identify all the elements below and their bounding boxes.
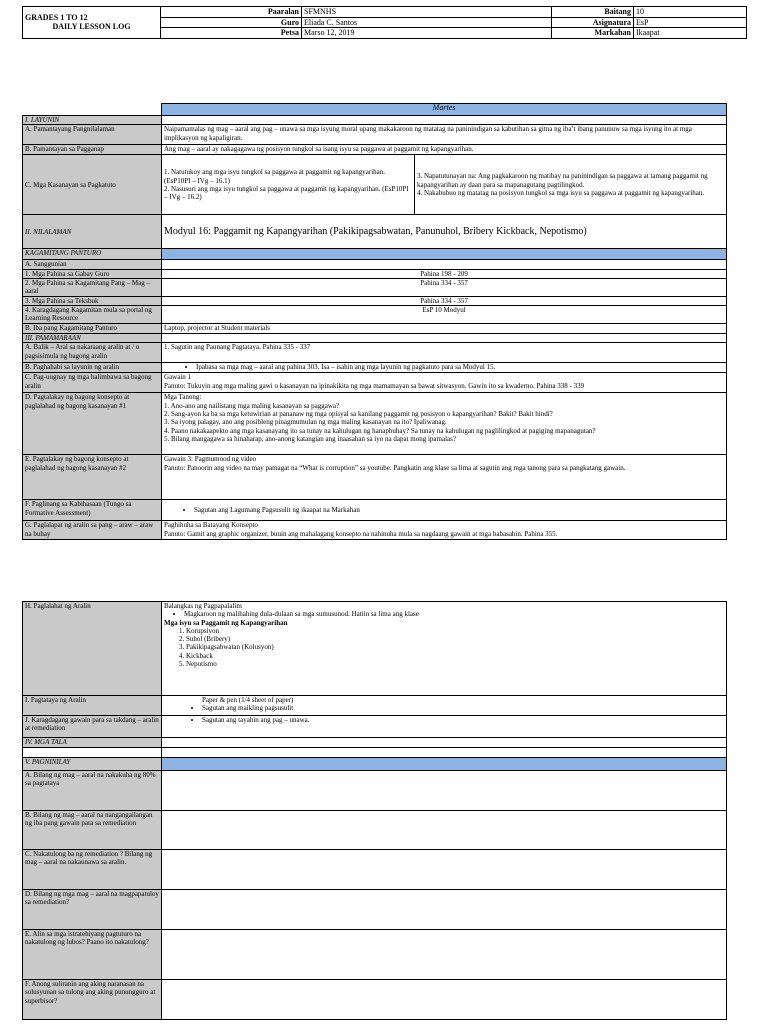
kasanayan-item: 2. Nasusuri ang mga isyu tungkol sa paggawa at paggamit ng kapangyarihan. (EsP10PI – IVg – 16.2) — [164, 184, 409, 202]
label-learning-resource: 4. Karagdagang Kagamitan mula sa portal ng Learning Resource — [23, 306, 162, 324]
label-balik-aral: A. Balik – Aral sa nakaraang aralin at / o pagsisimula ng bagong aralin — [23, 343, 162, 363]
kagamitan-blank — [162, 249, 727, 260]
isyu-item: 4. Kickback — [186, 652, 724, 660]
date-value: Marso 12, 2019 — [302, 28, 552, 39]
pagninilay-blank — [162, 758, 727, 771]
document-title — [23, 7, 161, 39]
pagtalakay-2-line: Panuto: Panoorin ang video na may pamagat na “What is corruption” sa youtube. Pangkatin ang klase sa lima at sagutin ang mga tanong para sa pangkatang gawain. — [164, 463, 626, 472]
label-pag-uugnay: C. Pag-uugnay ng mga halimbawa sa bagong aralin — [23, 373, 162, 393]
section-nilalaman: II. NILALAMAN — [23, 215, 162, 249]
label-sanggunian: A. Sanggunian — [23, 260, 162, 269]
pagtalakay-line: 2. Sang-ayon ka ba sa mga ketuwirian at pananaw ng mga opisyal sa kanilang paggamit ng posisyon o kapangyarihan? Bakit? Bakit hindi? — [164, 410, 553, 419]
isyu-item: 2. Suhol (Bribery) — [186, 635, 724, 643]
label-karagdagang-gawain: J. Karagdagang gawain para sa takdang – aralin at remediation — [23, 716, 162, 738]
pagtalakay-line: 1. Ano-ano ang nailistang mga maling kasanayan sa paggawa? — [164, 401, 340, 410]
empty-corner — [23, 104, 162, 116]
teacher-value: Eliada C. Santos — [302, 17, 552, 28]
pagtalakay-2-line: Gawain 3: Pagmumood ng video — [164, 455, 257, 464]
label-iba-pang-kagamitan: B. Iba pang Kagamitang Panturo — [23, 324, 162, 334]
label-gabay-guro: 1. Mga Pahina sa Gabay Guro — [23, 269, 162, 278]
reflect-e-answer[interactable] — [162, 930, 727, 980]
value-teksbuk: Pahina 334 - 357 — [162, 296, 727, 305]
pagtalakay-line: 5. Bilang mangagawa sa hinaharap, ano-anong katangian ang inaasahan sa iyo na dapat mong ipamalas? — [164, 434, 456, 443]
pagtataya-line: Paper & pen (1/4 sheet of paper) — [202, 696, 294, 704]
label-kagamitang-pang-mag-aaral: 2. Mga Pahina sa Kagamitang Pang – Mag – aaral — [23, 278, 162, 296]
kasanayan-item: 3. Napatutunayan na: Ang pagkakaroon ng matibay na paninindigan sa paggawa at tamang paggamit ng kapangyarihan ay daan para sa mapanagutang pagtilingkod. — [417, 172, 708, 189]
pamamaraan-blank — [162, 334, 727, 343]
subject-value: EsP — [634, 17, 747, 28]
header-table — [22, 6, 747, 39]
kasanayan-item: 4. Nakabubuo ng matatag na posisyon tungkol sa mga isyu sa paggawa at paggamit ng kapangyarihan. — [417, 188, 705, 197]
reflect-a-answer[interactable] — [162, 771, 727, 811]
text-balik-aral: 1. Sagutin ang Paunang Pagtataya. Pahina 335 - 337 — [162, 343, 727, 363]
grade-label: Baitang — [552, 7, 634, 18]
label-mga-kasanayan: C. Mga Kasanayan sa Pagkatuto — [23, 155, 162, 215]
kasanayan-item: 1. Natutukoy ang mga isyu tungkol sa paggawa at paggamit ng kapangyarihan. (EsP10PI – IVg – 16.1) — [164, 168, 386, 185]
section-pagninilay: V. PAGNINILAY — [23, 758, 162, 771]
value-sanggunian — [162, 260, 727, 269]
paglalapat-line: Panuto: Gamit ang graphic organizer, buuin ang mahalagang konsepto na nahinuha mula sa nagdaang gawain at mga babasahin. Pahina 355. — [164, 529, 558, 538]
label-pagtalakay-2: E. Pagtalakay ng bagong konsepto at paglalahad ng bagong kasanayan #2 — [23, 455, 162, 500]
spacer-cell — [162, 748, 727, 758]
label-pagtataya: I. Pagtataya ng Aralin — [23, 696, 162, 716]
text-pagtataya — [162, 696, 727, 716]
text-paglalapat — [162, 521, 727, 540]
reflect-e-label: E. Alin sa mga istratehiyang pagtuturo na nakatulong ng lubos? Paano ito nakatulong? — [23, 930, 162, 980]
text-pamantayan-sa-pagganap: Ang mag – aaral ay nakagagawa ng posisyon tungkol sa isang isyu sa paggawa at paggamit ng kapangyarihan. — [162, 145, 727, 155]
title-line-2: DAILY LESSON LOG — [52, 22, 131, 32]
reflect-f-answer[interactable] — [162, 980, 727, 1020]
subject-label: Asignatura — [552, 17, 634, 28]
lesson-log-table — [22, 103, 727, 540]
paglalahat-bullet: • Magkaroon ng malihahing dula-dulaan sa mga sumusunod. Hatiin sa lima ang klase — [184, 610, 724, 618]
pagtalakay-line: 3. Sa iyong palagay, ano ang posibleng pinagmumulan ng mga maling kasanayan na ito? Ipaliwanag. — [164, 418, 447, 427]
value-learning-resource: EsP 10 Modyul — [162, 306, 727, 324]
reflect-b-label: B. Bilang ng mag – aaral na nangangailangan ng iba pang gawain para sa remediation — [23, 811, 162, 850]
paglinang-item: • Sagutan ang Lagumang Pagsusulit ng ikaapat na Markahan — [194, 506, 724, 514]
label-teksbuk: 3. Mga Pahina sa Teksbuk — [23, 296, 162, 305]
text-pag-uugnay — [162, 373, 727, 393]
pagtalakay-line: Mga Tanong: — [164, 393, 202, 402]
text-paglinang — [162, 500, 727, 521]
reflect-c-answer[interactable] — [162, 850, 727, 890]
paglalapat-line: Paghihuha sa Batayang Konsepto — [164, 521, 258, 530]
karagdagang-bullet: • Sagutan ang tayahin ang pag – unawa. — [202, 716, 724, 724]
section-kagamitan: KAGAMITANG PANTURO — [23, 249, 162, 260]
text-pamantayang-pangnilalaman: Naipamamalas ng mag – aaral ang pag – unawa sa mga isyung moral upang makakaroon ng matatag na paninindigan sa kabutihan sa gitna ng iba’t ibang panunuw sa mga isyung ito at mga implikasyon ng kapaligiran. — [162, 125, 727, 145]
paghahabi-item: • Ipabasa sa mga mag – aaral ang pahina 303. Isa – isahin ang mga layunin ng pagkatuto para sa Modyul 15. — [196, 363, 724, 371]
school-value: SFMNHS — [302, 7, 552, 18]
reflect-c-label: C. Nakatulong ba ng remediation ? Bilang ng mag – aaral na nakaunawa sa aralin. — [23, 850, 162, 890]
reflect-f-label: F. Anong suliranin ang aking naranasan na solusyunan sa tulong ang aking punungguro at superbisor? — [23, 980, 162, 1020]
reflect-b-answer[interactable] — [162, 811, 727, 850]
paglalahat-subtitle: Mga isyu sa Paggamit ng Kapangyarihan — [164, 618, 288, 627]
quarter-label: Markahan — [552, 28, 634, 39]
pagtataya-bullet: • Sagutan ang maikling pagsusulit — [202, 704, 724, 712]
label-pamantayang-pangnilalaman: A. Pamantayang Pangnilalaman — [23, 125, 162, 145]
lesson-log-table-continued — [22, 601, 727, 1020]
label-paglalahat: H. Paglalahat ng Aralin — [23, 602, 162, 696]
label-paglalapat: G. Paglalapat ng aralin sa pang – araw – araw na buhay — [23, 521, 162, 540]
reflect-a-label: A. Bilang ng mag – aaral na nakakuha ng 80% sa pagtataya — [23, 771, 162, 811]
pag-uugnay-line: Gawain 1 — [164, 373, 192, 382]
value-kagamitang-pang-mag-aaral: Pahina 334 - 357 — [162, 278, 727, 296]
spacer-cell — [23, 748, 162, 758]
day-header: Martes — [162, 104, 727, 116]
value-iba-pang-kagamitan: Laptop, projector at Student materials — [162, 324, 727, 334]
text-paghahabi — [162, 363, 727, 373]
label-paghahabi: B. Paghahabi sa layunin ng aralin — [23, 363, 162, 373]
section-layunin: I. LAYUNIN — [23, 116, 162, 125]
date-label: Petsa — [161, 28, 302, 39]
kasanayan-right — [415, 155, 727, 215]
school-label: Paaralan — [161, 7, 302, 18]
section-mga-tala: IV. MGA TALA — [23, 738, 162, 748]
isyu-item: 5. Nepotismo — [186, 660, 724, 668]
isyu-item: 1. Korupsiyon — [186, 627, 724, 635]
text-paglalahat — [162, 602, 727, 696]
text-pagtalakay-2 — [162, 455, 727, 500]
reflect-d-answer[interactable] — [162, 890, 727, 930]
reflect-d-label: D. Bilang ng mga mag – aaral na magpapatuloy sa remediation? — [23, 890, 162, 930]
text-pagtalakay-1 — [162, 393, 727, 455]
label-pamantayan-sa-pagganap: B. Pamantayan sa Pagganap — [23, 145, 162, 155]
text-karagdagang-gawain — [162, 716, 727, 738]
label-pagtalakay-1: D. Pagtalakay ng bagong konsepto at paglalahad ng bagong kasanayan #1 — [23, 393, 162, 455]
value-gabay-guro: Pahina 198 - 209 — [162, 269, 727, 278]
section-pamamaraan: III. PAMAMARAAN — [23, 334, 162, 343]
isyu-item: 3. Pakikipagsabwatan (Kolusyon) — [186, 643, 724, 651]
title-line-1: GRADES 1 TO 12 — [25, 12, 88, 22]
mga-tala-blank — [162, 738, 727, 748]
grade-value: 10 — [634, 7, 747, 18]
label-paglinang: F. Paglinang sa Kabihasaan (Tungo sa Formative Assessment) — [23, 500, 162, 521]
teacher-label: Guro — [161, 17, 302, 28]
nilalaman-text: Modyul 16: Paggamit ng Kapangyarihan (Pakikipagsabwatan, Panunuhol, Bribery Kickback, Nepotismo) — [162, 215, 727, 249]
pag-uugnay-line: Panuto: Tukuyin ang mga maling gawi o kasanayan na ipinakikita ng mga mamamayan sa bawat sitwasyon. Gawin ito sa kwaderno. Pahina 338 - 339 — [164, 381, 585, 390]
quarter-value: Ikaapat — [634, 28, 747, 39]
layunin-blank — [162, 116, 727, 125]
paglalahat-title: Balangkas ng Pagpapalalim — [164, 602, 242, 610]
kasanayan-left — [162, 155, 415, 215]
pagtalakay-line: 4. Paano nakakaapekto ang mga kasanayang ito sa tunay na kahulugan ng hanapbuhay? Sa tunay na kahulugan ng paglilingkod at pagiging mapanagutan? — [164, 426, 596, 435]
